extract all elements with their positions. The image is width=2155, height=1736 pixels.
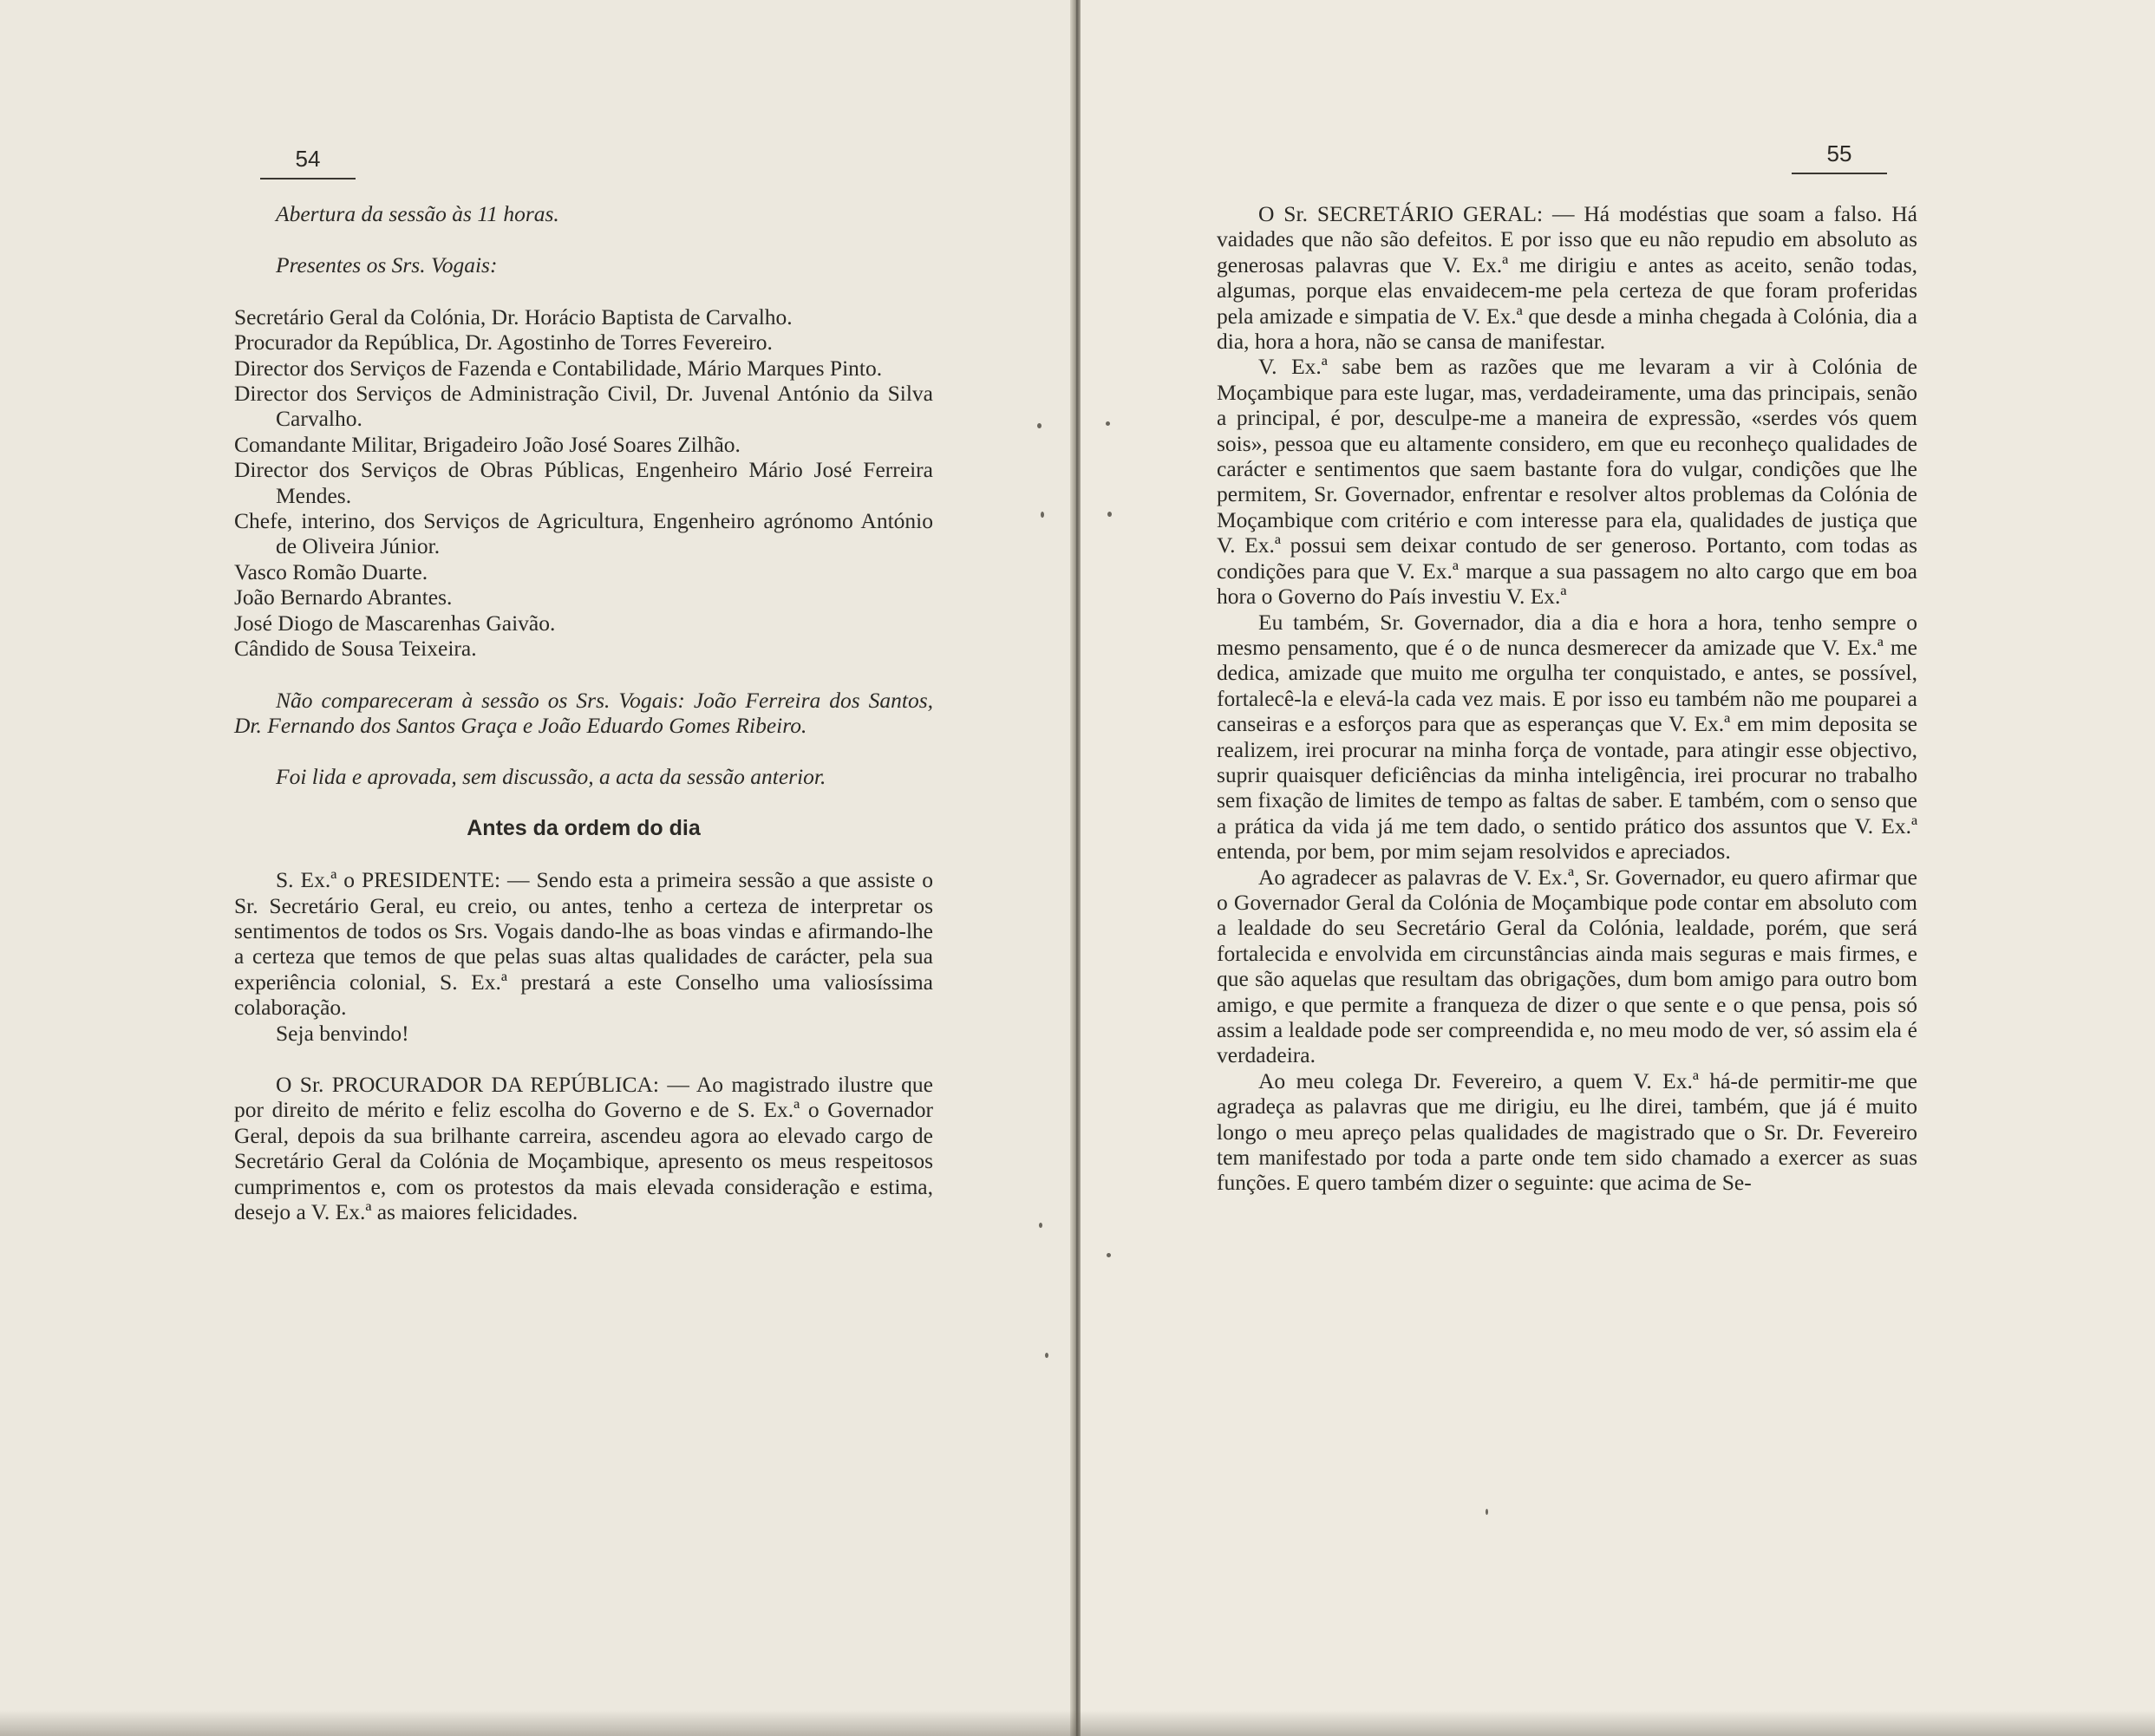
- attendee-item: Director dos Serviços de Administração Civil, Dr. Juvenal António da Silva Carvalho.: [234, 381, 933, 432]
- speech-paragraph: V. Ex.ª sabe bem as razões que me levaram a vir à Colónia de Moçambique para este lugar, mas, verdadeiramente, uma das principais, senão a principal, é por, desculpe-me a maneira de expressão, «serdes vós quem sois», pessoa que eu altamente considero, em que eu reconheço qualidades de carácter e sentimentos que saem bastante fora do vulgar, condições que lhe permitem, Sr. Governador, enfrentar e resolver altos problemas da Colónia de Moçambique com critério e com interesse para ela, qualidades de justiça que V. Ex.ª possui sem deixar contudo de ser generoso. Portanto, com todas as condições para que V. Ex.ª marque a sua passagem no alto cargo que em boa hora o Governo do País investiu V. Ex.ª: [1217, 354, 1917, 610]
- speech-paragraph: Ao agradecer as palavras de V. Ex.ª, Sr. Governador, eu quero afirmar que o Governador Geral da Colónia de Moçambique pode contar em absoluto com a lealdade do seu Secretário Geral da Colónia, lealdade, porém, que será fortalecida e envolvida em circunstâncias ainda mais seguras e mais firmes, e que são aquelas que resultam das obrigações, dum bom amigo para outro bom amigo, e que permite a franqueza de dizer o que sente e o que pensa, pois só assim a lealdade pode ser compreendida e, no meu modo de ver, só assim ela é verdadeira.: [1217, 864, 1917, 1068]
- attendee-item: Cândido de Sousa Teixeira.: [234, 636, 477, 662]
- paper-speck: [1037, 423, 1042, 428]
- attendee-item: Procurador da República, Dr. Agostinho de Torres Fevereiro.: [234, 330, 773, 356]
- secretario-speech: [1217, 201, 1917, 354]
- spacer: [234, 1046, 933, 1072]
- speech-paragraph: Eu também, Sr. Governador, dia a dia e hora a hora, tenho sempre o mesmo pensamento, que é o de nunca desmerecer da amizade que V. Ex.ª me dedica, amizade que muito me orgulha ter conquistado, e antes, se possível, fortalecê-la e elevá-la cada vez mais. E por isso eu também não me pouparei a canseiras e a esforços para que as esperanças que V. Ex.ª em mim deposita se realizem, irei procurar na minha força de vontade, para atingir esse objectivo, suprir quaisquer deficiências da minha inteligência, irei procurar no trabalho sem fixação de limites de tempo as faltas de saber. E também, com o senso que a prática da vida já me tem dado, o sentido prático dos assuntos que V. Ex.ª entenda, por bem, por mim sejam resolvidos e apreciados.: [1217, 609, 1917, 865]
- speech-paragraph: Ao meu colega Dr. Fevereiro, a quem V. Ex.ª há-de permitir-me que agradeça as palavras que me dirigiu, eu lhe direi, também, que já é muito longo o meu apreço pelas qualidades de magistrado que o Sr. Dr. Fevereiro tem manifestado por toda a parte onde tem sido chamado a exercer as suas funções. E quero também dizer o seguinte: que acima de Se-: [1217, 1067, 1917, 1196]
- right-page: [1081, 0, 2155, 1736]
- session-opening: Abertura da sessão às 11 horas.: [276, 201, 559, 226]
- left-page: [0, 0, 1072, 1736]
- right-page-text: [1217, 201, 1917, 1196]
- spacer: [234, 841, 933, 867]
- welcome-line: Seja benvindo!: [276, 1020, 409, 1046]
- president-speech: [234, 867, 933, 1020]
- attendee-item: Chefe, interino, dos Serviços de Agricultura, Engenheiro agrónomo António de Oliveira Júnior.: [234, 508, 933, 559]
- page-number-left: 54: [260, 146, 356, 179]
- page-bottom-shadow: [0, 1710, 2155, 1736]
- attendee-item: Vasco Romão Duarte.: [234, 558, 428, 584]
- attendee-item: Secretário Geral da Colónia, Dr. Horácio Baptista de Carvalho.: [234, 303, 793, 330]
- speech-text: — Ao magistrado ilustre que por direito de mérito e feliz escolha do Governo e de S. Ex.ª o Governador Geral, depois da sua brilhante carreira, ascendeu agora ao elevado cargo de Secretário Geral da Colónia de Moçambique, apresento os meus respeitosos cumprimentos e, com os protestos da mais elevada consideração e estima, desejo a V. Ex.ª as maiores felicidades.: [234, 1071, 934, 1224]
- procurador-speech: [234, 1072, 933, 1224]
- spacer: [234, 226, 933, 252]
- paper-speck: [1041, 512, 1044, 518]
- page-number-right: 55: [1792, 140, 1887, 174]
- speech-text: — Sendo esta a primeira sessão a que assiste o Sr. Secretário Geral, eu creio, ou antes, tenho a certeza de interpretar os sentimentos de todos os Srs. Vogais dando-lhe as boas vindas e afirmando-lhe a certeza que temos de que pelas suas altas qualidades de carácter, pela sua experiência colonial, S. Ex.ª prestará a este Conselho uma valiosíssima colaboração.: [234, 867, 933, 1021]
- paper-speck: [1106, 421, 1110, 426]
- spacer: [234, 790, 933, 816]
- left-page-text: [234, 201, 933, 1224]
- paper-speck: [1039, 1223, 1042, 1228]
- spacer: [234, 278, 933, 304]
- attendee-item: Director dos Serviços de Fazenda e Contabilidade, Mário Marques Pinto.: [234, 355, 883, 381]
- paper-speck: [1486, 1509, 1488, 1515]
- speech-text: — Há modéstias que soam a falso. Há vaidades que não são defeitos. E por isso que eu não repudio em absoluto as generosas palavras que V. Ex.ª me dirigiu e antes as aceito, senão todas, algumas, porque elas envaidecem-me pela certeza de que foram proferidas pela amizade e simpatia de V. Ex.ª que desde a minha chegada à Colónia, dia a dia, hora a hora, não se cansa de manifestar.: [1217, 201, 1917, 355]
- section-heading: Antes da ordem do dia: [467, 815, 701, 840]
- minutes-approval: Foi lida e aprovada, sem discussão, a acta da sessão anterior.: [276, 764, 826, 790]
- speaker-label: O Sr. SECRETÁRIO GERAL:: [1258, 201, 1544, 226]
- paper-speck: [1107, 1253, 1111, 1257]
- attendee-item: Director dos Serviços de Obras Públicas, Engenheiro Mário José Ferreira Mendes.: [234, 457, 933, 508]
- absent-members: Não compareceram à sessão os Srs. Vogais: João Ferreira dos Santos, Dr. Fernando dos Santos Graça e João Eduardo Gomes Ribeiro.: [234, 687, 933, 738]
- present-label: Presentes os Srs. Vogais:: [276, 252, 498, 278]
- attendee-list: [234, 304, 933, 662]
- attendee-item: João Bernardo Abrantes.: [234, 584, 453, 610]
- spacer: [234, 738, 933, 764]
- attendee-item: Comandante Militar, Brigadeiro João José Soares Zilhão.: [234, 431, 741, 457]
- spacer: [234, 662, 933, 688]
- paper-speck: [1107, 512, 1112, 517]
- speaker-label: S. Ex.ª o PRESIDENTE:: [276, 867, 501, 893]
- speaker-label: O Sr. PROCURADOR DA REPÚBLICA:: [276, 1071, 660, 1097]
- paper-speck: [1045, 1353, 1048, 1358]
- attendee-item: José Diogo de Mascarenhas Gaivão.: [234, 610, 556, 636]
